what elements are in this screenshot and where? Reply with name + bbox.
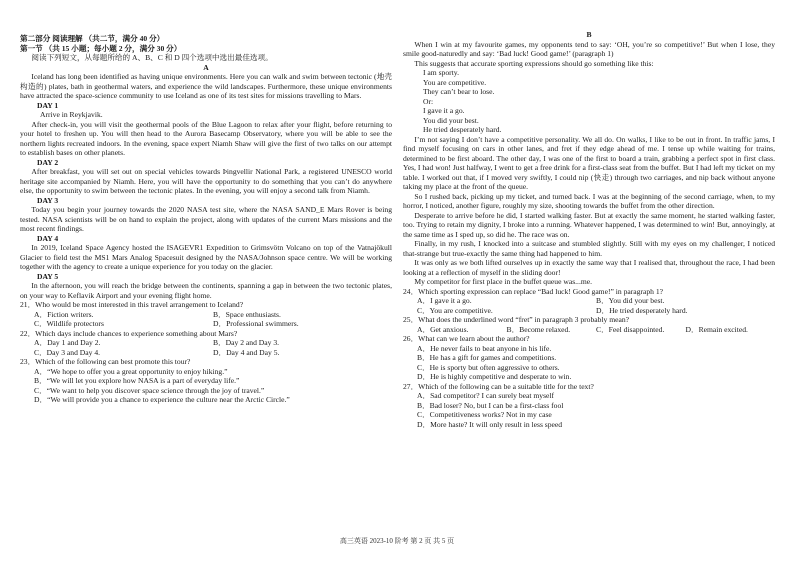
day-paragraph: Today you begin your journey towards the 2020 NASA test site, where the NASA SAND_E Mars Rover is being tested. NASA scientists will be on hand to explain the project, along with updates of the current Mars missions and the most recent findings. (20, 205, 392, 233)
answer-option: B．Space enthusiasts. (213, 309, 281, 319)
answer-option: B．You did your best. (596, 296, 665, 305)
answer-option: D．“We will provide you a chance to experience the culture near the Arctic Circle.” (34, 395, 290, 404)
answer-option: A．Get anxious. (417, 324, 469, 334)
answer-option: B．Become relaxed. (506, 324, 571, 334)
answer-option: B．“We will let you explore how NASA is a part of everyday life.” (34, 376, 240, 385)
answer-option: D．Remain excited. (685, 324, 748, 334)
question-item (20, 300, 392, 329)
answer-option: D．He tried desperately hard. (596, 305, 688, 315)
day-paragraph: After breakfast, you will set out on special vehicles towards Þingvellir National Park, a registered UNESCO world heritage site accompanied by Niamh. Here, you will have the opportunity to do something that you can’t do anywhere else, the opportunity to swim between the tectonic plates. In the evening, you will enjoy a second talk from Niamh. (20, 167, 392, 195)
option-row (20, 319, 392, 329)
question-stem: 23．Which of the following can best promote this tour? (20, 357, 191, 366)
passage-b-paragraph: Or: (423, 96, 434, 106)
passage-b-paragraph: Desperate to arrive before he did, I started walking faster. But at exactly the same moment, he started walking faster, too. Trying to retain my dignity, I broke into a running. Whatever happened, I was determined to win! But, annoyingly, at the same time as I sped up, so did he. The race was on. (403, 210, 775, 239)
right-column (403, 30, 775, 429)
option-row (20, 338, 392, 348)
questions-a (20, 300, 392, 405)
passage-b-paragraph: Finally, in my rush, I knocked into a suitcase and stumbled slightly. Still with my eyes on my challenger, I noticed that-strange but true-exactly the same thing had happened to him. (403, 239, 775, 258)
answer-option: D．Professional swimmers. (213, 319, 299, 328)
answer-option: A．He never fails to beat anyone in his life. (417, 343, 552, 353)
passage-b-paragraph: He tried desperately hard. (423, 125, 502, 134)
passage-b-paragraph: They can’t bear to lose. (423, 87, 495, 96)
passage-b-paragraph: I’m not saying I don’t have a competitive personality. We all do. On walks, I like to be out in front. In traffic jams, I find myself focusing on cars in other lanes, and fret if they edge ahead of me. I tense up while waiting for trains, determined to be first aboard. The other day, I was one of the first to board a train, grabbing a perfect spot in first class. Yes, I had won! Just halfway, I went to get a free drink for a first-class seat from the buffet. But I had left my ticket on my table. I worked out that, if I moved very swiftly, I could nip (快走) through two carriages, and nip back without anyone taking my place at the front of the queue. (403, 134, 775, 191)
question-stem: 22．Which days include chances to experience something about Mars? (20, 328, 238, 338)
question-stem: 21．Who would be most interested in this travel arrangement to Iceland? (20, 300, 244, 309)
answer-option: A．I gave it a go. (417, 296, 472, 305)
option-row (20, 310, 392, 320)
answer-option: D．He is highly competitive and desperate to win. (417, 372, 572, 381)
questions-b (403, 287, 775, 430)
answer-option: C．He is sporty but often aggressive to others. (417, 362, 560, 372)
passage-a-label: A (203, 62, 209, 72)
day-paragraph: In 2019, Iceland Space Agency hosted the ISAGEVR1 Expedition to Grimsvötn Volcano on top of the Vatnajökull Glacier to field test the MS1 Mars Analog Spacesuit designed by the NASA/Johnson space centre. We will be working together with the agency to create a unique experience for you today on the glacier. (20, 243, 392, 271)
passage-b-paragraph: When I win at my favourite games, my opponents tend to say: ‘OH, you’re so competitive!’ But when I lose, they smile good-naturedly and say: ‘Bad luck! Good game!’ (paragraph 1) (403, 39, 775, 58)
option-row (403, 306, 775, 316)
passage-b-body (403, 40, 775, 287)
page-footer: 高三英语 2023-10 阶考 第 2 页 共 5 页 (339, 537, 455, 545)
day-title: DAY 5 (37, 271, 59, 281)
answer-option: A．Fiction writers. (34, 309, 94, 319)
question-stem: 27．Which of the following can be a suitable title for the text? (403, 381, 594, 391)
day-title: DAY 2 (37, 157, 59, 167)
left-column (20, 0, 392, 405)
answer-option: C．Day 3 and Day 4. (34, 347, 101, 357)
question-stem: 25．What does the underlined word “fret” in paragraph 3 probably mean? (403, 315, 630, 324)
answer-option: B．Day 2 and Day 3. (213, 338, 280, 347)
option-row (403, 296, 775, 306)
answer-option: B．He has a gift for games and competitions. (417, 353, 557, 362)
passage-b-paragraph: This suggests that accurate sporting expressions should go something like this: (414, 58, 654, 68)
subsection-title: 第一节 （共 15 小题；每小题 2 分，满分 30 分） (20, 43, 182, 53)
question-item (20, 357, 392, 405)
day-paragraph: Arrive in Reykjavik. (40, 110, 103, 119)
answer-option: A．Day 1 and Day 2. (34, 338, 101, 347)
day-paragraph: After check-in, you will visit the geothermal pools of the Blue Lagoon to relax after your flight, before returning to your hotel to freshen up. You will then head to the Aurora Basecamp Observatory, where you will be able to see the northern lights recreated indoors. In the evening, space expert Niamh Shaw will give the first of two talks on our attempt to establish bases on other planets. (20, 119, 392, 157)
passage-b-paragraph: I am sporty. (423, 68, 459, 77)
day-paragraph: In the afternoon, you will reach the bridge between the continents, spanning a gap in between the two tectonic plates, on your way to Keflavik Airport and your evening flight home. (20, 281, 392, 300)
answer-option: D．More haste? It will only result in less speed (417, 419, 563, 429)
day-title: DAY 4 (37, 233, 59, 243)
passage-b-paragraph: You are competitive. (423, 77, 487, 87)
answer-option: C．Wildlife protectors (34, 319, 104, 328)
passage-a-intro: Iceland has long been identified as having unique environments. Here you can walk and swim between tectonic (地壳构造的) plates, bath in geothermal waters, and experience the wild landscapes. Furthermore, these unique environments have attracted the space-science community to use Iceland as one of its test sites for missions travelling to Mars. (20, 72, 392, 100)
question-stem: 24．Which sporting expression can replace “Bad luck! Good game!” in paragraph 1? (403, 286, 663, 296)
passage-b-label: B (586, 30, 592, 39)
option-row (403, 325, 775, 335)
question-item (403, 287, 775, 316)
answer-option: C．Feel disappointed. (596, 324, 665, 334)
passage-b-paragraph: You did your best. (423, 115, 479, 125)
day-title: DAY 3 (37, 195, 59, 205)
passage-b-paragraph: My competitor for first place in the buffet queue was...me. (414, 277, 593, 286)
passage-b-paragraph: I gave it a go. (423, 106, 465, 115)
answer-option: B．Bad loser? No, but I can be a first-class fool (417, 400, 564, 410)
section-title: 第二部分 阅读理解 （共二节，满分 40 分） (20, 34, 165, 43)
answer-option: A．Sad competitor? I can surely beat myself (417, 391, 555, 400)
answer-option: C．Competitiveness works? Not in my case (417, 410, 552, 419)
option-row (20, 348, 392, 358)
question-stem: 26．What can we learn about the author? (403, 334, 530, 343)
answer-option: C．“We want to help you discover space science through the joy of travel.” (34, 385, 265, 395)
day-title: DAY 1 (37, 100, 59, 110)
question-item (403, 315, 775, 334)
passage-b-paragraph: So I rushed back, picking up my ticket, and turned back. I was at the beginning of the second carriage, when, to my horror, I noticed, another figure, roughly my size, shooting towards the buffet from the other direction. (403, 191, 775, 210)
itinerary-days (20, 101, 392, 301)
question-item (20, 329, 392, 358)
passage-b-paragraph: It was only as we both lifted ourselves up in exactly the same way that I realised that, throughout the race, I had been looking at a reflection of myself in the sliding door! (403, 258, 775, 277)
answer-option: C．You are competitive. (417, 305, 493, 315)
instructions: 阅读下列短文，从每题所给的 A、B、C 和 D 四个选项中选出最佳选项。 (31, 53, 273, 62)
question-item (403, 382, 775, 430)
answer-option: A．“We hope to offer you a great opportunity to enjoy hiking.” (34, 366, 228, 376)
answer-option: D．Day 4 and Day 5. (213, 347, 280, 357)
question-item (403, 334, 775, 382)
